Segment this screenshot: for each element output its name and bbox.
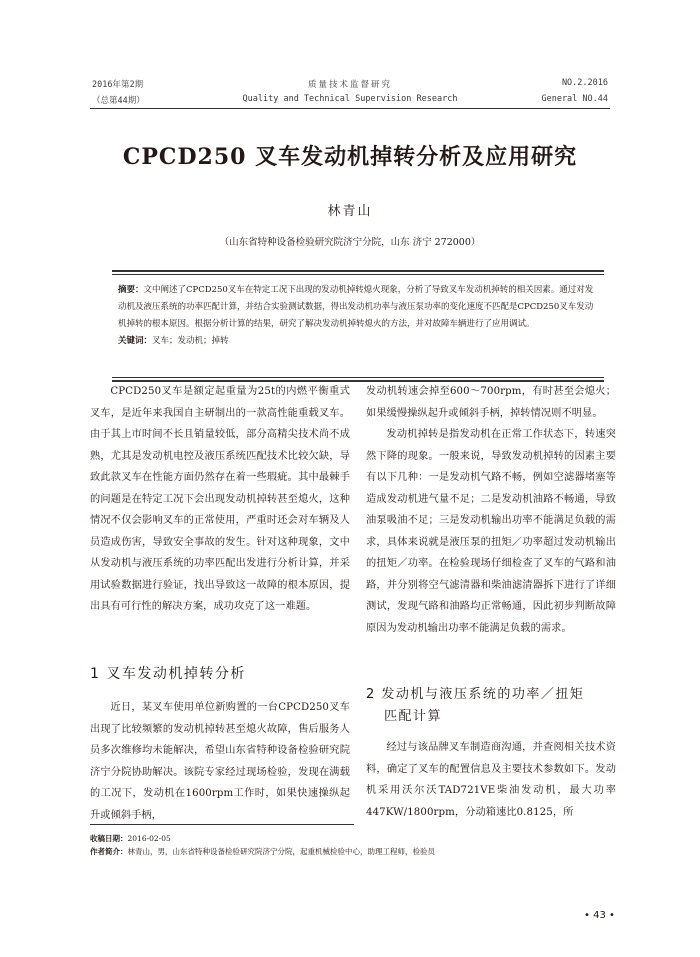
issue-code: NO.2.2016 — [561, 78, 608, 88]
section-2-heading-line1: 2 发动机与液压系统的功率／扭矩 — [366, 687, 585, 702]
keywords-text: 叉车；发动机；掉转 — [152, 336, 229, 346]
total-issue-number: （总第44期） — [92, 96, 145, 106]
intro-paragraph: CPCD250叉车是额定起重量为25t的内燃平衡重式叉车，是近年来我国自主研制出的一款高性能重载叉车。由于其上市时间不长且销量较低，部分高精尖技术尚不成熟，尤其是发动机电控及液压系统匹配技术比较欠缺，导致此款叉车在性能方面仍然存在着一些瑕疵。其中最棘手的问题是在特定工况下会出现发动机掉转甚至熄火，这种情况不仅会影响叉车的正常使用，严重时还会对车辆及人员造成伤害，导致安全事故的发生。针对这种现象，文中从发动机与液压系统的功率匹配出发进行分析计算，并采用试验数据进行验证，找出导致这一故障的根本原因，提出具有可行性的解决方案，成功攻克了这一难题。 — [90, 386, 350, 612]
author-bio: 林青山，男，山东省特种设备检验研究院济宁分院，起重机械检验中心，助理工程师，检验员 — [127, 847, 435, 856]
continued-paragraph: 发动机转速会掉至600～700rpm，有时甚至会熄火；如果缓慢操纵起升或倾斜手柄，掉转情况则不明显。 — [366, 386, 616, 419]
header-rule — [90, 108, 610, 109]
page-number: • 43 • — [584, 910, 615, 921]
author-bio-label: 作者简介： — [90, 847, 128, 856]
right-column — [366, 381, 616, 639]
received-date-line — [90, 832, 610, 845]
abstract-bottom-rule-thin — [112, 377, 604, 378]
section-2-body — [366, 737, 616, 823]
section-1-paragraph: 近日，某叉车使用单位新购置的一台CPCD250叉车出现了比较频繁的发动机掉转甚至熄火故障，售后服务人员多次维修均未能解决，希望山东省特种设备检验研究院济宁分院协助解决。该院专家经过现场检验，发现在满载的工况下，发动机在1600rpm工作时，如果快速操纵起升或倾斜手柄， — [90, 702, 350, 821]
section-2-heading — [366, 684, 616, 728]
footnotes — [90, 832, 610, 858]
abstract-top-rule-thin — [112, 274, 604, 275]
abstract-label: 摘要： — [118, 285, 144, 295]
journal-name-cn: 质量技术监督研究 — [307, 80, 392, 90]
article-title: CPCD250 叉车发动机掉转分析及应用研究 — [122, 144, 578, 170]
issue-number: 2016年第2期 — [92, 80, 144, 90]
left-column — [90, 381, 350, 618]
section-1-body — [90, 697, 350, 826]
author-bio-line — [90, 845, 610, 858]
footnote-rule — [90, 824, 354, 825]
abstract-top-rule — [112, 270, 604, 272]
section-2-heading-line2: 匹配计算 — [384, 709, 443, 724]
abstract — [118, 282, 598, 333]
stall-causes-paragraph: 发动机掉转是指发动机在正常工作状态下，转速突然下降的现象。一般来说，导致发动机掉转的因素主要有以下几种：一是发动机气路不畅，例如空滤器堵塞等造成发动机进气量不足；二是发动机油路不畅通，导致油泵吸油不足；三是发动机输出功率不能满足负载的需求，具体来说就是液压泵的扭矩／功率超过发动机输出的扭矩／功率。在检验现场仔细检查了叉车的气路和油路，并分别将空气滤清器和柴油滤清器拆下进行了详细测试，发现气路和油路均正常畅通，因此初步判断故障原因为发动机输出功率不能满足负载的需求。 — [366, 429, 616, 634]
author-affiliation: （山东省特种设备检验研究院济宁分院，山东 济宁 272000） — [219, 237, 481, 248]
keywords — [118, 333, 598, 350]
section-2-paragraph: 经过与该品牌叉车制造商沟通，并查阅相关技术资料，确定了叉车的配置信息及主要技术参数如下。发动机采用沃尔沃TAD721VE柴油发动机，最大功率447KW/1800rpm，分动箱速比0.8125，所 — [366, 742, 616, 818]
keywords-label: 关键词： — [118, 336, 153, 346]
article-author: 林青山 — [327, 204, 373, 219]
general-number: General NO.44 — [541, 94, 608, 104]
abstract-block — [118, 282, 598, 350]
received-date: 2016-02-05 — [127, 834, 171, 843]
received-label: 收稿日期： — [90, 834, 128, 843]
abstract-text: 文中阐述了CPCD250叉车在特定工况下出现的发动机掉转熄火现象，分析了导致叉车发动机掉转的相关因素。通过对发动机及液压系统的功率匹配计算，并结合实验测试数据，得出发动机功率与液压泵功率的变化速度不匹配是CPCD250叉车发动机掉转的根本原因。根据分析计算的结果，研究了解决发动机掉转熄火的方法，并对故障车辆进行了应用调试。 — [118, 285, 594, 329]
section-1-heading: 1 叉车发动机掉转分析 — [90, 666, 246, 682]
journal-name-en: Quality and Technical Supervision Research — [242, 94, 458, 104]
